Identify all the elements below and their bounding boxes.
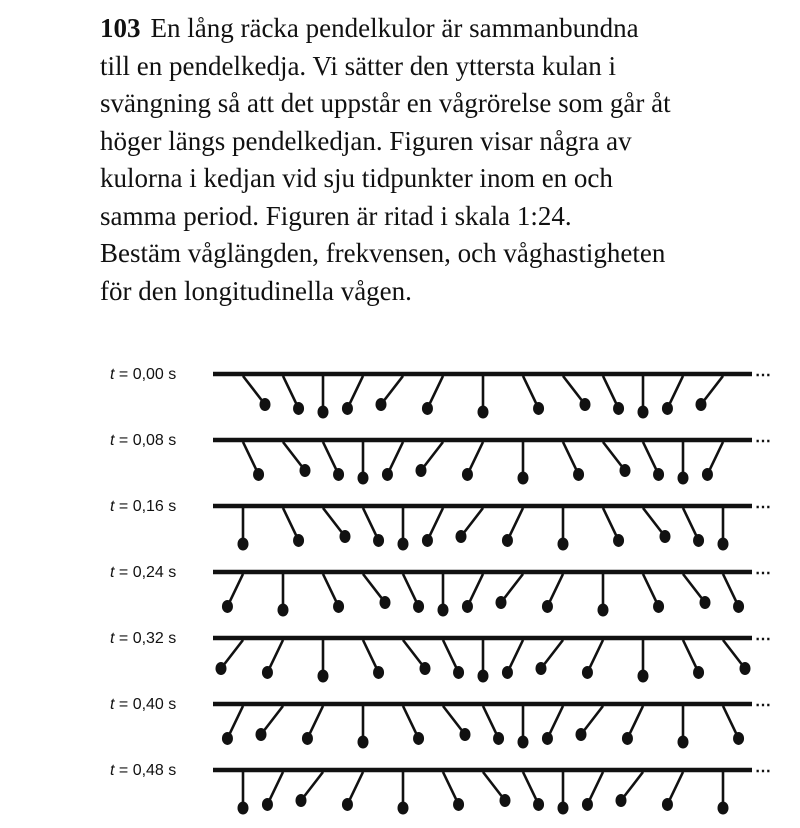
pendulum-ball — [616, 794, 627, 807]
pendulum-ball — [333, 468, 344, 481]
pendulum-ball — [702, 468, 713, 481]
pendulum-ball — [678, 472, 689, 485]
pendulum-ball — [293, 402, 304, 415]
pendulum-ball — [376, 398, 387, 411]
pendulum-ball — [438, 604, 449, 617]
time-label: t = 0,16 s — [110, 498, 177, 515]
pendulum-ball — [422, 402, 433, 415]
pendulum-ball — [620, 464, 631, 477]
pendulum-ball — [256, 728, 267, 741]
problem-line-8: för den longitudinella vågen. — [100, 275, 412, 306]
pendulum-ball — [662, 402, 673, 415]
pendulum-ball — [478, 670, 489, 683]
problem-line-4: höger längs pendelkedjan. Figuren visar några av — [100, 125, 632, 156]
pendulum-ball — [536, 662, 547, 675]
pendulum-ball — [462, 468, 473, 481]
pendulum-ball — [222, 732, 233, 745]
pendulum-ball — [300, 464, 311, 477]
pendulum-ball — [542, 600, 553, 613]
pendulum-ball — [718, 538, 729, 551]
time-label: t = 0,48 s — [110, 762, 177, 779]
pendulum-ball — [453, 798, 464, 811]
pendulum-ball — [638, 670, 649, 683]
pendulum-ball — [613, 534, 624, 547]
pendulum-ball — [260, 398, 271, 411]
pendulum-ball — [493, 732, 504, 745]
pendulum-ball — [413, 600, 424, 613]
pendulum-ball — [380, 596, 391, 609]
continuation-dots: ⋯ — [755, 631, 771, 648]
pendulum-ball — [216, 662, 227, 675]
pendulum-ball — [502, 534, 513, 547]
pendulum-ball — [382, 468, 393, 481]
pendulum-ball — [453, 666, 464, 679]
pendulum-ball — [502, 666, 513, 679]
pendulum-ball — [518, 472, 529, 485]
pendulum-ball — [558, 538, 569, 551]
time-label: t = 0,32 s — [110, 630, 177, 647]
problem-line-2: till en pendelkedja. Vi sätter den yttersta kulan i — [100, 50, 616, 81]
pendulum-ball — [462, 600, 473, 613]
pendulum-ball — [358, 736, 369, 749]
problem-line-6: samma period. Figuren är ritad i skala 1:24. — [100, 200, 572, 231]
pendulum-ball — [398, 538, 409, 551]
pendulum-ball — [558, 802, 569, 815]
pendulum-ball — [296, 794, 307, 807]
pendulum-ball — [373, 534, 384, 547]
continuation-dots: ⋯ — [755, 499, 771, 516]
pendulum-ball — [478, 406, 489, 419]
time-label: t = 0,40 s — [110, 696, 177, 713]
pendulum-ball — [533, 402, 544, 415]
pendulum-ball — [278, 604, 289, 617]
pendulum-ball — [373, 666, 384, 679]
problem-line-1: 103 En lång räcka pendelkulor är sammanbundna — [100, 13, 639, 43]
pendulum-ball — [500, 794, 511, 807]
pendulum-ball — [622, 732, 633, 745]
pendulum-ball — [238, 538, 249, 551]
time-label: t = 0,08 s — [110, 432, 177, 449]
pendulum-ball — [733, 732, 744, 745]
pendulum-ball — [416, 464, 427, 477]
pendulum-ball — [413, 732, 424, 745]
pendulum-ball — [740, 662, 751, 675]
continuation-dots: ⋯ — [755, 565, 771, 582]
pendulum-ball — [496, 596, 507, 609]
pendulum-ball — [518, 736, 529, 749]
pendulum-ball — [420, 662, 431, 675]
pendulum-ball — [342, 402, 353, 415]
pendulum-ball — [653, 468, 664, 481]
pendulum-ball — [638, 406, 649, 419]
pendulum-ball — [222, 600, 233, 613]
pendulum-ball — [262, 666, 273, 679]
pendulum-ball — [358, 472, 369, 485]
pendulum-ball — [653, 600, 664, 613]
pendulum-ball — [533, 798, 544, 811]
pendulum-ball — [318, 406, 329, 419]
pendulum-ball — [340, 530, 351, 543]
pendulum-ball — [318, 670, 329, 683]
pendulum-ball — [302, 732, 313, 745]
problem-number: 103 — [100, 13, 141, 43]
pendulum-ball — [693, 666, 704, 679]
pendulum-ball — [580, 398, 591, 411]
time-label: t = 0,24 s — [110, 564, 177, 581]
pendulum-ball — [582, 666, 593, 679]
continuation-dots: ⋯ — [755, 433, 771, 450]
pendulum-ball — [678, 736, 689, 749]
pendulum-ball — [660, 530, 671, 543]
continuation-dots: ⋯ — [755, 697, 771, 714]
pendulum-ball — [582, 798, 593, 811]
pendulum-ball — [598, 604, 609, 617]
continuation-dots: ⋯ — [755, 367, 771, 384]
problem-line-5: kulorna i kedjan vid sju tidpunkter inom en och — [100, 163, 613, 193]
pendulum-ball — [238, 802, 249, 815]
pendulum-ball — [456, 530, 467, 543]
pendulum-ball — [542, 732, 553, 745]
pendulum-ball — [573, 468, 584, 481]
continuation-dots: ⋯ — [755, 763, 771, 780]
pendulum-ball — [662, 798, 673, 811]
pendulum-ball — [422, 534, 433, 547]
pendulum-ball — [398, 802, 409, 815]
pendulum-ball — [693, 534, 704, 547]
pendulum-ball — [696, 398, 707, 411]
pendulum-ball — [253, 468, 264, 481]
problem-line-3: svängning så att det uppstår en vågrörelse som går åt — [100, 88, 671, 118]
pendulum-ball — [460, 728, 471, 741]
pendulum-ball — [613, 402, 624, 415]
pendulum-ball — [718, 802, 729, 815]
pendulum-ball — [333, 600, 344, 613]
pendulum-ball — [293, 534, 304, 547]
pendulum-ball — [262, 798, 273, 811]
pendulum-ball — [700, 596, 711, 609]
time-label: t = 0,00 s — [110, 366, 177, 383]
pendulum-ball — [576, 728, 587, 741]
problem-line-7: Bestäm våglängden, frekvensen, och våghastigheten — [100, 238, 666, 268]
pendulum-ball — [733, 600, 744, 613]
pendulum-ball — [342, 798, 353, 811]
